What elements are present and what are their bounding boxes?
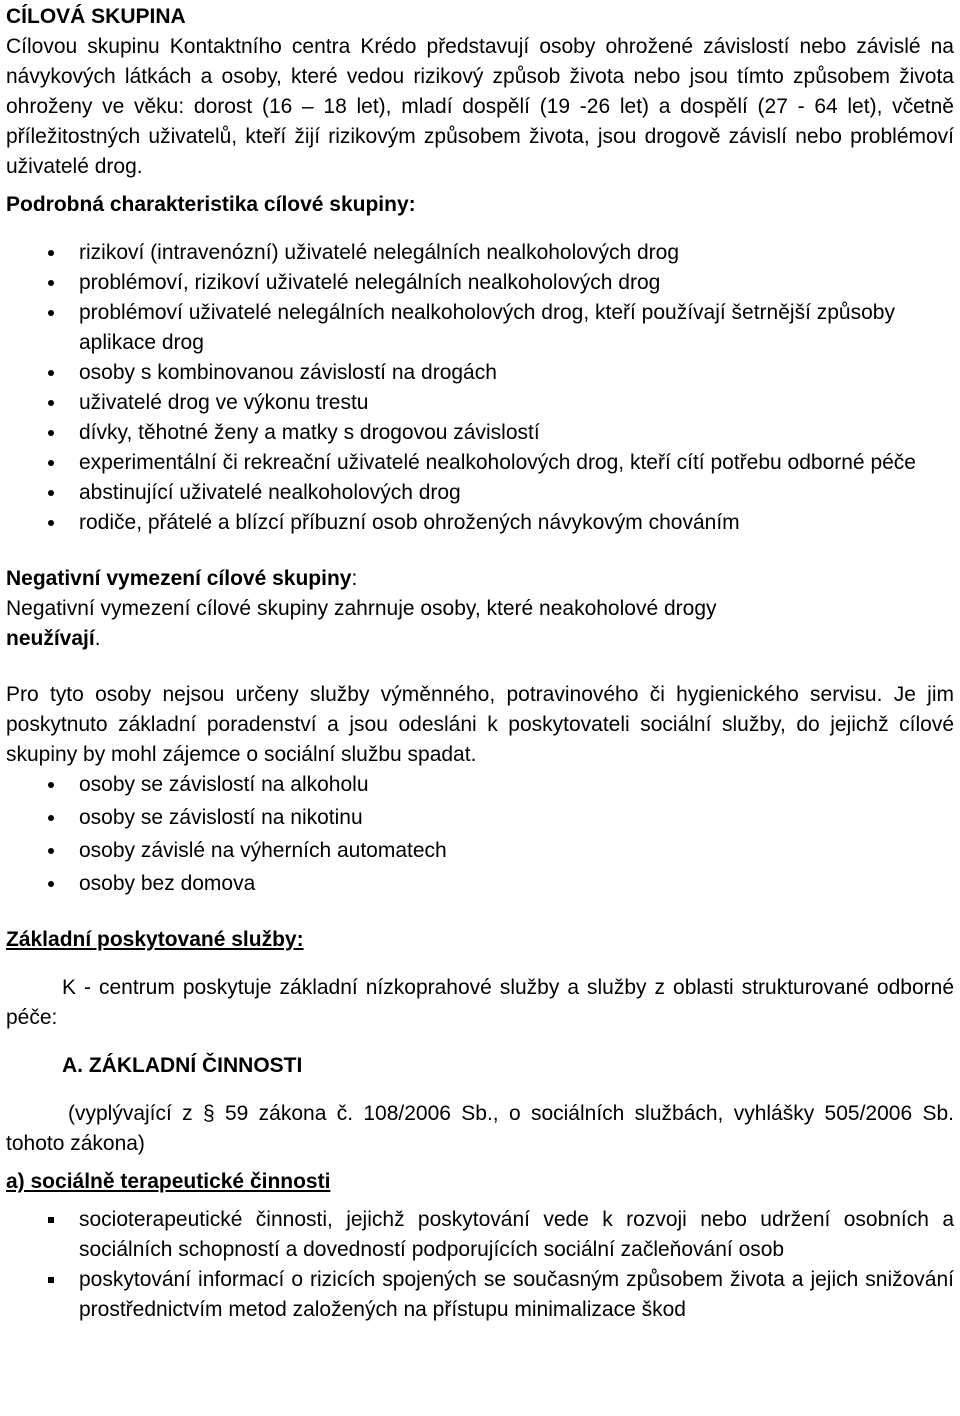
- list-item: osoby s kombinovanou závislostí na drogách: [79, 361, 497, 384]
- subsection-list: [6, 1205, 954, 1325]
- negative-paragraph: Negativní vymezení cílové skupiny zahrnuje osoby, které neakoholové drogy neužívají.: [6, 597, 717, 650]
- list-item: osoby se závislostí na nikotinu: [79, 806, 363, 829]
- negative-heading: Negativní vymezení cílové skupiny: [6, 567, 352, 590]
- list-item: osoby se závislostí na alkoholu: [79, 773, 369, 796]
- law-text: (vyplývající z § 59 zákona č. 108/2006 Sb., o sociálních službách, vyhlášky 505/2006 Sb. tohoto zákona): [6, 1102, 954, 1155]
- negative-list: [6, 770, 954, 899]
- section-a-title: A. ZÁKLADNÍ ČINNOSTI: [62, 1054, 303, 1077]
- list-item: uživatelé drog ve výkonu trestu: [79, 391, 369, 414]
- list-item: rodiče, přátelé a blízcí příbuzní osob ohrožených návykovým chováním: [79, 511, 740, 534]
- page-heading: CÍLOVÁ SKUPINA: [6, 5, 186, 28]
- list-item: socioterapeutické činnosti, jejichž poskytování vede k rozvoji nebo udržení osobních a sociálních schopností a dovedností podporujících sociální začleňování osob: [79, 1208, 954, 1261]
- detail-list: [6, 238, 954, 538]
- subsection-heading: a) sociálně terapeutické činnosti: [6, 1170, 331, 1193]
- list-item: abstinující uživatelé nealkoholových drog: [79, 481, 461, 504]
- intro-paragraph: Cílovou skupinu Kontaktního centra Krédo představují osoby ohrožené závislostí nebo závislé na návykových látkách a osoby, které vedou rizikový způsob života nebo jsou tímto způsobem života ohroženy ve věku: dorost (16 – 18 let), mladí dospělí (19 -26 let) a dospělí (27 - 64 let), včetně příležitostných uživatelů, kteří žijí rizikovým způsobem života, jsou drogově závislí nebo problémoví uživatelé drog.: [6, 35, 954, 178]
- basic-services-heading: Základní poskytované služby:: [6, 928, 304, 951]
- basic-services-text: K - centrum poskytuje základní nízkoprahové služby a služby z oblasti strukturované odborné péče:: [6, 976, 954, 1029]
- list-item: osoby bez domova: [79, 872, 256, 895]
- list-item: experimentální či rekreační uživatelé nealkoholových drog, kteří cítí potřebu odborné péče: [79, 451, 916, 474]
- list-item: osoby závislé na výherních automatech: [79, 839, 447, 862]
- list-item: problémoví, rizikoví uživatelé nelegálních nealkoholových drog: [79, 271, 661, 294]
- list-item: rizikoví (intravenózní) uživatelé nelegálních nealkoholových drog: [79, 241, 679, 264]
- list-item: poskytování informací o rizicích spojených se současným způsobem života a jejich snižování prostřednictvím metod založených na přístupu minimalizace škod: [79, 1268, 954, 1321]
- list-item: dívky, těhotné ženy a matky s drogovou závislostí: [79, 421, 540, 444]
- detail-heading: Podrobná charakteristika cílové skupiny:: [6, 193, 416, 216]
- negative-heading-line: Negativní vymezení cílové skupiny:: [6, 567, 358, 590]
- list-item: problémoví uživatelé nelegálních nealkoholových drog, kteří používají šetrnější způsoby aplikace drog: [79, 301, 895, 354]
- services-note: Pro tyto osoby nejsou určeny služby výměnného, potravinového či hygienického servisu. Je jim poskytnuto základní poradenství a jsou odesláni k poskytovateli sociální služby, do jejichž cílové skupiny by mohl zájemce o sociální službu spadat.: [6, 683, 954, 766]
